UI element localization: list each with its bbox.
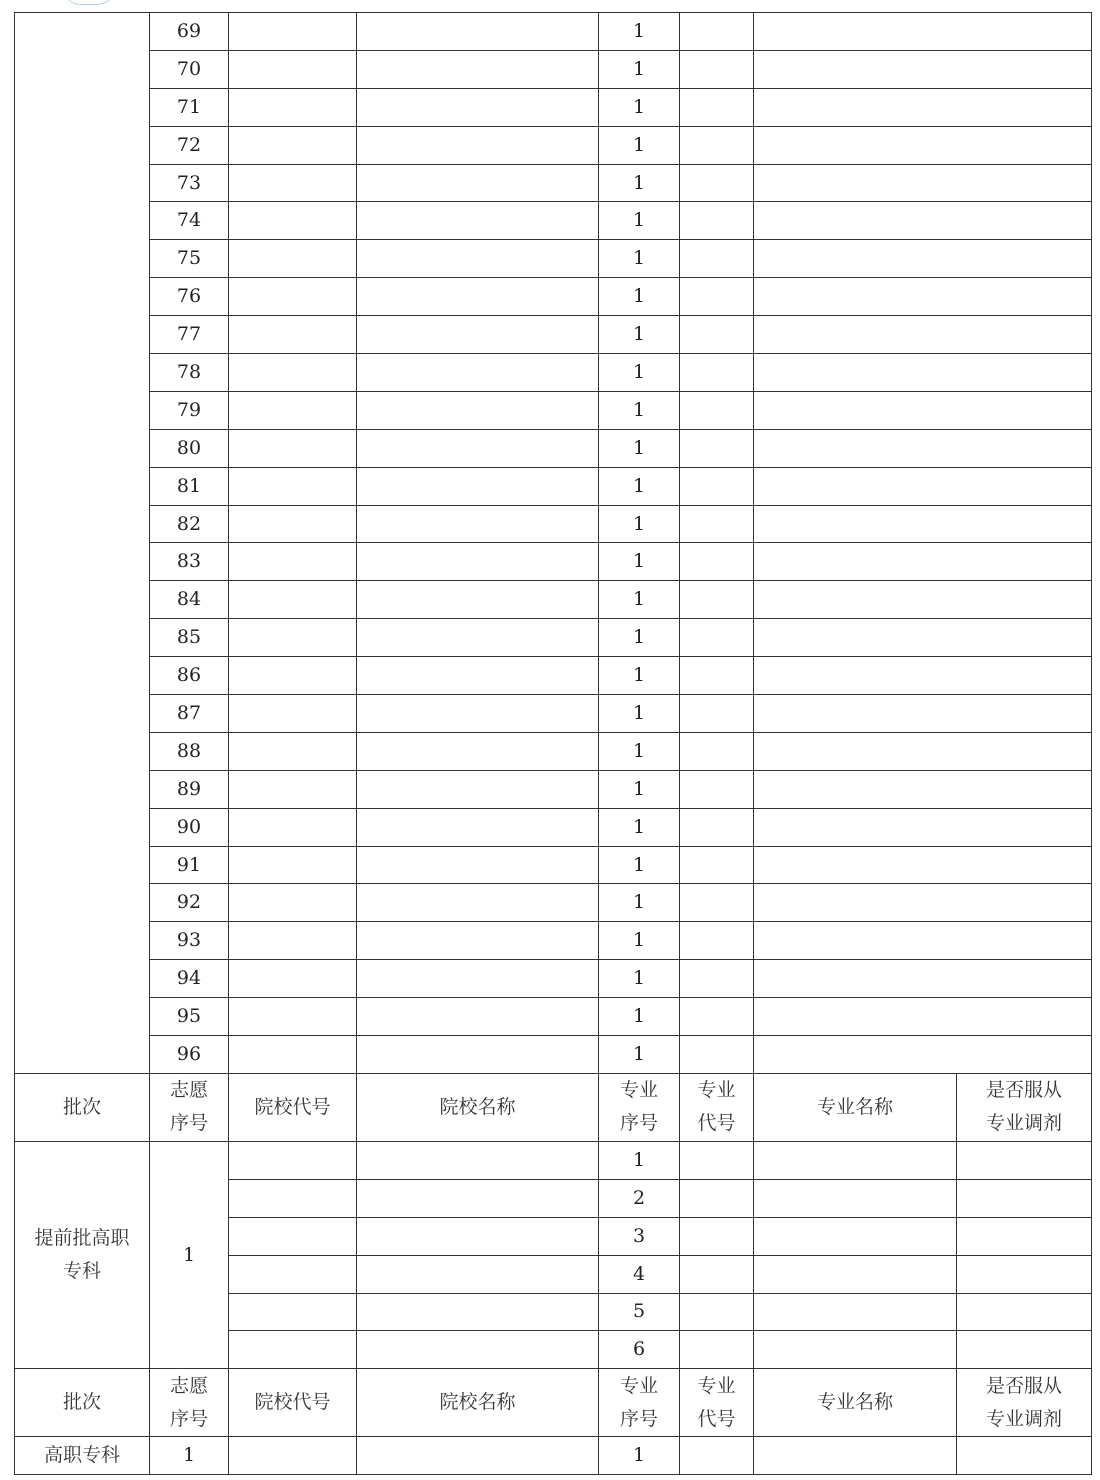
header-major-name: 专业名称 xyxy=(754,1369,957,1437)
table-row xyxy=(15,808,1092,846)
table-row xyxy=(15,50,1092,88)
table-row xyxy=(15,467,1092,505)
input-major-code[interactable] xyxy=(680,922,754,960)
input-school-name[interactable] xyxy=(357,1293,599,1331)
input-adjust[interactable] xyxy=(957,1179,1092,1217)
input-major-name[interactable] xyxy=(754,1141,957,1179)
input-school-code[interactable] xyxy=(229,316,357,354)
table-row xyxy=(15,922,1092,960)
input-major-name[interactable] xyxy=(754,88,1092,126)
table-row xyxy=(15,732,1092,770)
input-major-code[interactable] xyxy=(680,657,754,695)
major-seq-cell: 1 xyxy=(599,467,680,505)
input-school-name[interactable] xyxy=(357,922,599,960)
input-school-code[interactable] xyxy=(229,884,357,922)
input-major-name[interactable] xyxy=(754,50,1092,88)
choice-seq-cell: 1 xyxy=(150,1141,229,1368)
input-school-code[interactable] xyxy=(229,770,357,808)
choice-seq-cell: 73 xyxy=(150,164,229,202)
input-major-code[interactable] xyxy=(680,770,754,808)
header-major-code-line1: 专业 xyxy=(697,1079,736,1102)
header-school-name: 院校名称 xyxy=(357,1369,599,1437)
major-seq-cell: 1 xyxy=(599,126,680,164)
input-school-code[interactable] xyxy=(229,1179,357,1217)
input-school-code[interactable] xyxy=(229,88,357,126)
input-major-code[interactable] xyxy=(680,732,754,770)
header-adjust-line2: 专业调剂 xyxy=(985,1112,1062,1135)
input-major-code[interactable] xyxy=(680,505,754,543)
input-major-name[interactable] xyxy=(754,1437,957,1475)
input-major-name[interactable] xyxy=(754,770,1092,808)
input-major-code[interactable] xyxy=(680,278,754,316)
major-seq-cell: 1 xyxy=(599,354,680,392)
major-seq-cell: 1 xyxy=(599,619,680,657)
input-adjust[interactable] xyxy=(957,1293,1092,1331)
major-seq-cell: 1 xyxy=(599,202,680,240)
input-school-code[interactable] xyxy=(229,998,357,1036)
input-school-code[interactable] xyxy=(229,1036,357,1074)
input-major-name[interactable] xyxy=(754,505,1092,543)
input-major-name[interactable] xyxy=(754,846,1092,884)
input-adjust[interactable] xyxy=(957,1437,1092,1475)
input-major-code[interactable] xyxy=(680,543,754,581)
table-row xyxy=(15,88,1092,126)
input-school-code[interactable] xyxy=(229,50,357,88)
choice-seq-cell: 80 xyxy=(150,429,229,467)
logo-fragment xyxy=(62,0,116,5)
input-school-name[interactable] xyxy=(357,1331,599,1369)
major-seq-cell: 1 xyxy=(599,581,680,619)
input-school-name[interactable] xyxy=(357,960,599,998)
table-row xyxy=(15,581,1092,619)
input-major-code[interactable] xyxy=(680,202,754,240)
input-school-name[interactable] xyxy=(357,543,599,581)
table-row xyxy=(15,846,1092,884)
input-adjust[interactable] xyxy=(957,1141,1092,1179)
input-major-code[interactable] xyxy=(680,429,754,467)
table-row xyxy=(15,240,1092,278)
input-major-code[interactable] xyxy=(680,164,754,202)
input-school-name[interactable] xyxy=(357,1437,599,1475)
table-row xyxy=(15,202,1092,240)
input-school-code[interactable] xyxy=(229,13,357,51)
input-school-name[interactable] xyxy=(357,467,599,505)
header-row xyxy=(15,1369,1092,1437)
input-major-name[interactable] xyxy=(754,1179,957,1217)
choice-seq-cell: 92 xyxy=(150,884,229,922)
header-major-code xyxy=(680,1073,754,1141)
header-major-code xyxy=(680,1369,754,1437)
input-school-name[interactable] xyxy=(357,1141,599,1179)
input-school-name[interactable] xyxy=(357,846,599,884)
input-school-code[interactable] xyxy=(229,202,357,240)
input-major-name[interactable] xyxy=(754,316,1092,354)
table-row xyxy=(15,126,1092,164)
major-seq-cell: 1 xyxy=(599,884,680,922)
input-major-name[interactable] xyxy=(754,998,1092,1036)
input-school-code[interactable] xyxy=(229,467,357,505)
input-school-code[interactable] xyxy=(229,1255,357,1293)
header-school-name: 院校名称 xyxy=(357,1073,599,1141)
input-major-name[interactable] xyxy=(754,543,1092,581)
choice-seq-cell: 78 xyxy=(150,354,229,392)
input-school-code[interactable] xyxy=(229,960,357,998)
input-school-name[interactable] xyxy=(357,619,599,657)
major-seq-cell: 1 xyxy=(599,429,680,467)
input-school-name[interactable] xyxy=(357,50,599,88)
major-seq-cell: 1 xyxy=(599,316,680,354)
major-seq-cell: 1 xyxy=(599,240,680,278)
input-school-name[interactable] xyxy=(357,278,599,316)
input-major-code[interactable] xyxy=(680,1331,754,1369)
header-major-code-line1: 专业 xyxy=(697,1374,736,1397)
header-choice-seq-line2: 序号 xyxy=(169,1112,208,1135)
header-major-seq xyxy=(599,1369,680,1437)
choice-seq-cell: 71 xyxy=(150,88,229,126)
input-school-code[interactable] xyxy=(229,1331,357,1369)
major-seq-cell: 1 xyxy=(599,998,680,1036)
input-major-code[interactable] xyxy=(680,13,754,51)
input-school-code[interactable] xyxy=(229,1293,357,1331)
input-school-name[interactable] xyxy=(357,316,599,354)
input-school-name[interactable] xyxy=(357,202,599,240)
input-school-code[interactable] xyxy=(229,354,357,392)
choice-seq-cell: 74 xyxy=(150,202,229,240)
batch-line2: 专科 xyxy=(62,1260,101,1283)
choice-seq-cell: 83 xyxy=(150,543,229,581)
table-row xyxy=(15,657,1092,695)
header-major-code-line2: 代号 xyxy=(697,1407,736,1430)
table-row xyxy=(15,998,1092,1036)
major-seq-cell: 1 xyxy=(599,960,680,998)
input-major-code[interactable] xyxy=(680,846,754,884)
input-school-name[interactable] xyxy=(357,391,599,429)
table-row xyxy=(15,1141,1092,1179)
input-school-code[interactable] xyxy=(229,1217,357,1255)
input-major-name[interactable] xyxy=(754,657,1092,695)
input-school-code[interactable] xyxy=(229,543,357,581)
input-major-code[interactable] xyxy=(680,619,754,657)
input-school-code[interactable] xyxy=(229,695,357,733)
header-row xyxy=(15,1073,1092,1141)
table-row xyxy=(15,1036,1092,1074)
input-major-code[interactable] xyxy=(680,1293,754,1331)
input-major-name[interactable] xyxy=(754,1036,1092,1074)
input-major-code[interactable] xyxy=(680,1036,754,1074)
input-school-name[interactable] xyxy=(357,808,599,846)
input-major-name[interactable] xyxy=(754,1255,957,1293)
table-row xyxy=(15,13,1092,51)
input-major-code[interactable] xyxy=(680,50,754,88)
input-school-code[interactable] xyxy=(229,846,357,884)
major-seq-cell: 1 xyxy=(599,50,680,88)
application-form-table xyxy=(14,12,1092,1475)
input-major-code[interactable] xyxy=(680,1217,754,1255)
input-school-code[interactable] xyxy=(229,164,357,202)
table-row xyxy=(15,505,1092,543)
input-school-name[interactable] xyxy=(357,164,599,202)
major-seq-cell: 1 xyxy=(599,88,680,126)
input-school-name[interactable] xyxy=(357,657,599,695)
input-school-name[interactable] xyxy=(357,1036,599,1074)
header-major-seq-line2: 序号 xyxy=(619,1407,658,1430)
choice-seq-cell: 93 xyxy=(150,922,229,960)
input-major-name[interactable] xyxy=(754,126,1092,164)
input-school-code[interactable] xyxy=(229,429,357,467)
major-seq-cell: 2 xyxy=(599,1179,680,1217)
choice-seq-cell: 95 xyxy=(150,998,229,1036)
major-seq-cell: 1 xyxy=(599,770,680,808)
major-seq-cell: 1 xyxy=(599,695,680,733)
input-school-code[interactable] xyxy=(229,126,357,164)
input-school-code[interactable] xyxy=(229,808,357,846)
table-row xyxy=(15,354,1092,392)
input-school-code[interactable] xyxy=(229,922,357,960)
choice-seq-cell: 96 xyxy=(150,1036,229,1074)
input-major-code[interactable] xyxy=(680,1437,754,1475)
input-school-name[interactable] xyxy=(357,505,599,543)
input-major-name[interactable] xyxy=(754,619,1092,657)
input-school-name[interactable] xyxy=(357,13,599,51)
choice-seq-cell: 88 xyxy=(150,732,229,770)
major-seq-cell: 1 xyxy=(599,1141,680,1179)
input-major-code[interactable] xyxy=(680,240,754,278)
input-major-code[interactable] xyxy=(680,960,754,998)
choice-seq-cell: 79 xyxy=(150,391,229,429)
choice-seq-cell: 94 xyxy=(150,960,229,998)
input-major-name[interactable] xyxy=(754,202,1092,240)
batch-vocational: 高职专科 xyxy=(15,1437,150,1475)
input-school-name[interactable] xyxy=(357,1179,599,1217)
choice-seq-cell: 69 xyxy=(150,13,229,51)
major-seq-cell: 1 xyxy=(599,846,680,884)
major-seq-cell: 1 xyxy=(599,164,680,202)
table-row xyxy=(15,316,1092,354)
header-major-seq xyxy=(599,1073,680,1141)
input-major-code[interactable] xyxy=(680,581,754,619)
input-major-name[interactable] xyxy=(754,960,1092,998)
major-seq-cell: 1 xyxy=(599,1437,680,1475)
input-adjust[interactable] xyxy=(957,1255,1092,1293)
input-major-code[interactable] xyxy=(680,354,754,392)
header-major-seq-line1: 专业 xyxy=(619,1374,658,1397)
table-row xyxy=(15,695,1092,733)
input-school-code[interactable] xyxy=(229,732,357,770)
input-school-name[interactable] xyxy=(357,732,599,770)
table-row xyxy=(15,1437,1092,1475)
input-major-name[interactable] xyxy=(754,354,1092,392)
header-choice-seq-line1: 志愿 xyxy=(169,1374,208,1397)
input-major-name[interactable] xyxy=(754,884,1092,922)
major-seq-cell: 1 xyxy=(599,657,680,695)
input-major-name[interactable] xyxy=(754,429,1092,467)
table-row xyxy=(15,391,1092,429)
header-school-code: 院校代号 xyxy=(229,1369,357,1437)
header-major-seq-line1: 专业 xyxy=(619,1079,658,1102)
input-major-name[interactable] xyxy=(754,164,1092,202)
input-major-code[interactable] xyxy=(680,695,754,733)
input-school-code[interactable] xyxy=(229,391,357,429)
table-row xyxy=(15,543,1092,581)
input-school-name[interactable] xyxy=(357,998,599,1036)
table-row xyxy=(15,164,1092,202)
choice-seq-cell: 90 xyxy=(150,808,229,846)
input-major-name[interactable] xyxy=(754,391,1092,429)
input-major-name[interactable] xyxy=(754,922,1092,960)
input-school-name[interactable] xyxy=(357,1217,599,1255)
input-major-code[interactable] xyxy=(680,467,754,505)
major-seq-cell: 5 xyxy=(599,1293,680,1331)
choice-seq-cell: 72 xyxy=(150,126,229,164)
header-major-code-line2: 代号 xyxy=(697,1112,736,1135)
input-major-name[interactable] xyxy=(754,808,1092,846)
major-seq-cell: 1 xyxy=(599,391,680,429)
input-major-code[interactable] xyxy=(680,391,754,429)
input-school-code[interactable] xyxy=(229,505,357,543)
input-school-code[interactable] xyxy=(229,581,357,619)
input-school-name[interactable] xyxy=(357,354,599,392)
major-seq-cell: 1 xyxy=(599,808,680,846)
input-school-name[interactable] xyxy=(357,581,599,619)
major-seq-cell: 1 xyxy=(599,505,680,543)
header-choice-seq-line1: 志愿 xyxy=(169,1079,208,1102)
choice-seq-cell: 70 xyxy=(150,50,229,88)
input-major-code[interactable] xyxy=(680,998,754,1036)
major-seq-cell: 1 xyxy=(599,732,680,770)
input-major-name[interactable] xyxy=(754,278,1092,316)
input-school-name[interactable] xyxy=(357,88,599,126)
header-batch: 批次 xyxy=(15,1073,150,1141)
choice-seq-cell: 85 xyxy=(150,619,229,657)
header-adjust xyxy=(957,1073,1092,1141)
major-seq-cell: 1 xyxy=(599,543,680,581)
input-school-code[interactable] xyxy=(229,1437,357,1475)
choice-seq-cell: 87 xyxy=(150,695,229,733)
major-seq-cell: 3 xyxy=(599,1217,680,1255)
choice-seq-cell: 76 xyxy=(150,278,229,316)
header-adjust-line2: 专业调剂 xyxy=(985,1407,1062,1430)
major-seq-cell: 1 xyxy=(599,922,680,960)
input-major-code[interactable] xyxy=(680,126,754,164)
input-major-name[interactable] xyxy=(754,581,1092,619)
choice-seq-cell: 91 xyxy=(150,846,229,884)
choice-seq-cell: 1 xyxy=(150,1437,229,1475)
choice-seq-cell: 82 xyxy=(150,505,229,543)
header-adjust xyxy=(957,1369,1092,1437)
input-school-code[interactable] xyxy=(229,619,357,657)
batch-early-vocational xyxy=(15,1141,150,1368)
major-seq-cell: 1 xyxy=(599,278,680,316)
input-major-code[interactable] xyxy=(680,1255,754,1293)
input-major-name[interactable] xyxy=(754,732,1092,770)
batch-cell-blank xyxy=(15,13,150,1074)
major-seq-cell: 6 xyxy=(599,1331,680,1369)
input-school-code[interactable] xyxy=(229,240,357,278)
table-row xyxy=(15,960,1092,998)
input-school-code[interactable] xyxy=(229,657,357,695)
input-school-name[interactable] xyxy=(357,695,599,733)
table-row xyxy=(15,770,1092,808)
header-major-seq-line2: 序号 xyxy=(619,1112,658,1135)
input-adjust[interactable] xyxy=(957,1217,1092,1255)
input-major-code[interactable] xyxy=(680,884,754,922)
input-major-name[interactable] xyxy=(754,1331,957,1369)
input-adjust[interactable] xyxy=(957,1331,1092,1369)
header-school-code: 院校代号 xyxy=(229,1073,357,1141)
input-school-code[interactable] xyxy=(229,1141,357,1179)
input-school-name[interactable] xyxy=(357,1255,599,1293)
input-school-name[interactable] xyxy=(357,240,599,278)
input-school-code[interactable] xyxy=(229,278,357,316)
major-seq-cell: 1 xyxy=(599,1036,680,1074)
table-row xyxy=(15,884,1092,922)
table-row xyxy=(15,619,1092,657)
input-major-code[interactable] xyxy=(680,88,754,126)
header-major-name: 专业名称 xyxy=(754,1073,957,1141)
choice-seq-cell: 89 xyxy=(150,770,229,808)
header-adjust-line1: 是否服从 xyxy=(985,1079,1062,1102)
choice-seq-cell: 81 xyxy=(150,467,229,505)
input-school-name[interactable] xyxy=(357,126,599,164)
choice-seq-cell: 75 xyxy=(150,240,229,278)
input-major-name[interactable] xyxy=(754,1217,957,1255)
input-major-code[interactable] xyxy=(680,1141,754,1179)
input-school-name[interactable] xyxy=(357,429,599,467)
header-choice-seq xyxy=(150,1073,229,1141)
input-major-code[interactable] xyxy=(680,1179,754,1217)
input-school-name[interactable] xyxy=(357,884,599,922)
choice-seq-cell: 84 xyxy=(150,581,229,619)
input-school-name[interactable] xyxy=(357,770,599,808)
input-major-name[interactable] xyxy=(754,1293,957,1331)
header-choice-seq xyxy=(150,1369,229,1437)
table-row xyxy=(15,429,1092,467)
batch-line1: 提前批高职 xyxy=(34,1227,130,1250)
choice-seq-cell: 86 xyxy=(150,657,229,695)
major-seq-cell: 1 xyxy=(599,13,680,51)
input-major-name[interactable] xyxy=(754,467,1092,505)
input-major-name[interactable] xyxy=(754,695,1092,733)
header-adjust-line1: 是否服从 xyxy=(985,1374,1062,1397)
input-major-code[interactable] xyxy=(680,808,754,846)
input-major-code[interactable] xyxy=(680,316,754,354)
choice-seq-cell: 77 xyxy=(150,316,229,354)
header-batch: 批次 xyxy=(15,1369,150,1437)
major-seq-cell: 4 xyxy=(599,1255,680,1293)
input-major-name[interactable] xyxy=(754,13,1092,51)
input-major-name[interactable] xyxy=(754,240,1092,278)
header-choice-seq-line2: 序号 xyxy=(169,1407,208,1430)
table-row xyxy=(15,278,1092,316)
